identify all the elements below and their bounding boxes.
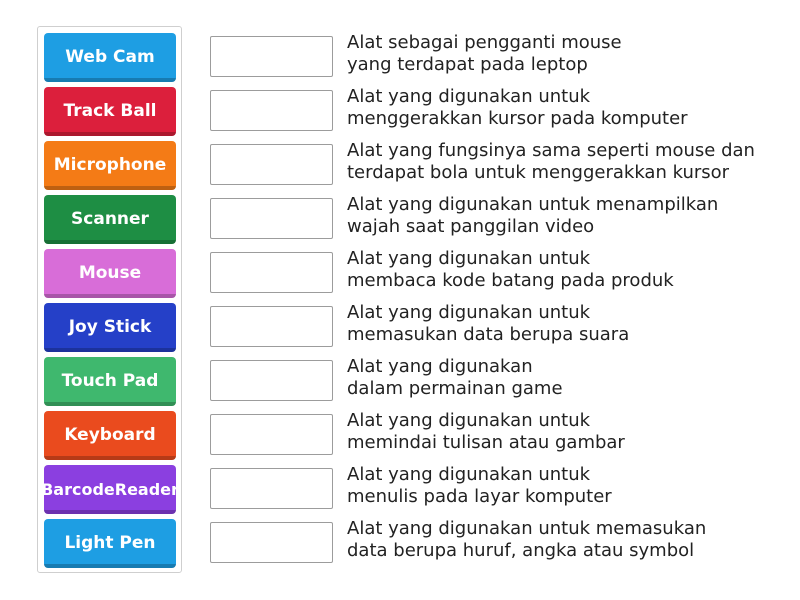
description-line: Alat yang digunakan xyxy=(347,356,533,377)
draggable-tile[interactable] xyxy=(44,141,176,190)
tile-label: Barcode xyxy=(41,479,115,499)
draggable-tile[interactable] xyxy=(44,357,176,406)
tile-label: Touch Pad xyxy=(61,371,159,391)
description-line: menulis pada layar komputer xyxy=(347,486,612,507)
draggable-tile[interactable] xyxy=(41,465,179,514)
description-text xyxy=(347,302,792,346)
description-line: dalam permainan game xyxy=(347,378,563,399)
description-line: menggerakkan kursor pada komputer xyxy=(347,108,688,129)
description-line: Alat sebagai pengganti mouse xyxy=(347,32,622,53)
tile-label: Light Pen xyxy=(64,533,156,553)
description-line: Alat yang digunakan untuk xyxy=(347,248,591,269)
draggable-tile[interactable] xyxy=(44,303,176,352)
drop-slot[interactable] xyxy=(210,414,333,455)
description-text xyxy=(347,464,792,508)
drop-slot[interactable] xyxy=(210,252,333,293)
description-line: Alat yang digunakan untuk menampilkan xyxy=(347,194,719,215)
draggable-tile[interactable] xyxy=(44,411,176,460)
description-line: wajah saat panggilan video xyxy=(347,216,595,237)
description-line: memindai tulisan atau gambar xyxy=(347,432,625,453)
tile-label: Keyboard xyxy=(64,425,156,445)
description-text xyxy=(347,518,792,562)
tile-label: Track Ball xyxy=(63,101,157,121)
tile-label: Web Cam xyxy=(65,47,155,67)
draggable-tile[interactable] xyxy=(44,87,176,136)
description-text xyxy=(347,140,792,184)
description-text xyxy=(347,86,792,130)
draggable-tile[interactable] xyxy=(44,195,176,244)
tile-label: Reader xyxy=(114,479,179,499)
tile-label: Joy Stick xyxy=(68,317,152,337)
drop-slot[interactable] xyxy=(210,90,333,131)
description-line: Alat yang digunakan untuk xyxy=(347,86,591,107)
description-line: Alat yang digunakan untuk xyxy=(347,410,591,431)
tile-bank xyxy=(37,26,182,573)
drop-slot[interactable] xyxy=(210,306,333,347)
drop-slot[interactable] xyxy=(210,144,333,185)
description-text xyxy=(347,356,792,400)
draggable-tile[interactable] xyxy=(44,519,176,568)
drop-slot[interactable] xyxy=(210,468,333,509)
description-line: Alat yang digunakan untuk xyxy=(347,302,591,323)
description-line: terdapat bola untuk menggerakkan kursor xyxy=(347,162,730,183)
description-line: Alat yang digunakan untuk xyxy=(347,464,591,485)
description-line: Alat yang fungsinya sama seperti mouse dan xyxy=(347,140,755,161)
description-line: membaca kode batang pada produk xyxy=(347,270,674,291)
description-text xyxy=(347,194,792,238)
description-line: Alat yang digunakan untuk memasukan xyxy=(347,518,707,539)
draggable-tile[interactable] xyxy=(44,249,176,298)
description-line: yang terdapat pada leptop xyxy=(347,54,588,75)
description-text xyxy=(347,248,792,292)
tile-label: Scanner xyxy=(71,209,149,229)
description-text xyxy=(347,410,792,454)
drop-slot[interactable] xyxy=(210,522,333,563)
tile-label: Microphone xyxy=(53,155,167,175)
description-line: data berupa huruf, angka atau symbol xyxy=(347,540,695,561)
drop-slot[interactable] xyxy=(210,36,333,77)
tile-label: Mouse xyxy=(78,263,142,283)
draggable-tile[interactable] xyxy=(44,33,176,82)
drop-slot[interactable] xyxy=(210,360,333,401)
description-line: memasukan data berupa suara xyxy=(347,324,630,345)
description-text xyxy=(347,32,792,76)
drop-slot[interactable] xyxy=(210,198,333,239)
